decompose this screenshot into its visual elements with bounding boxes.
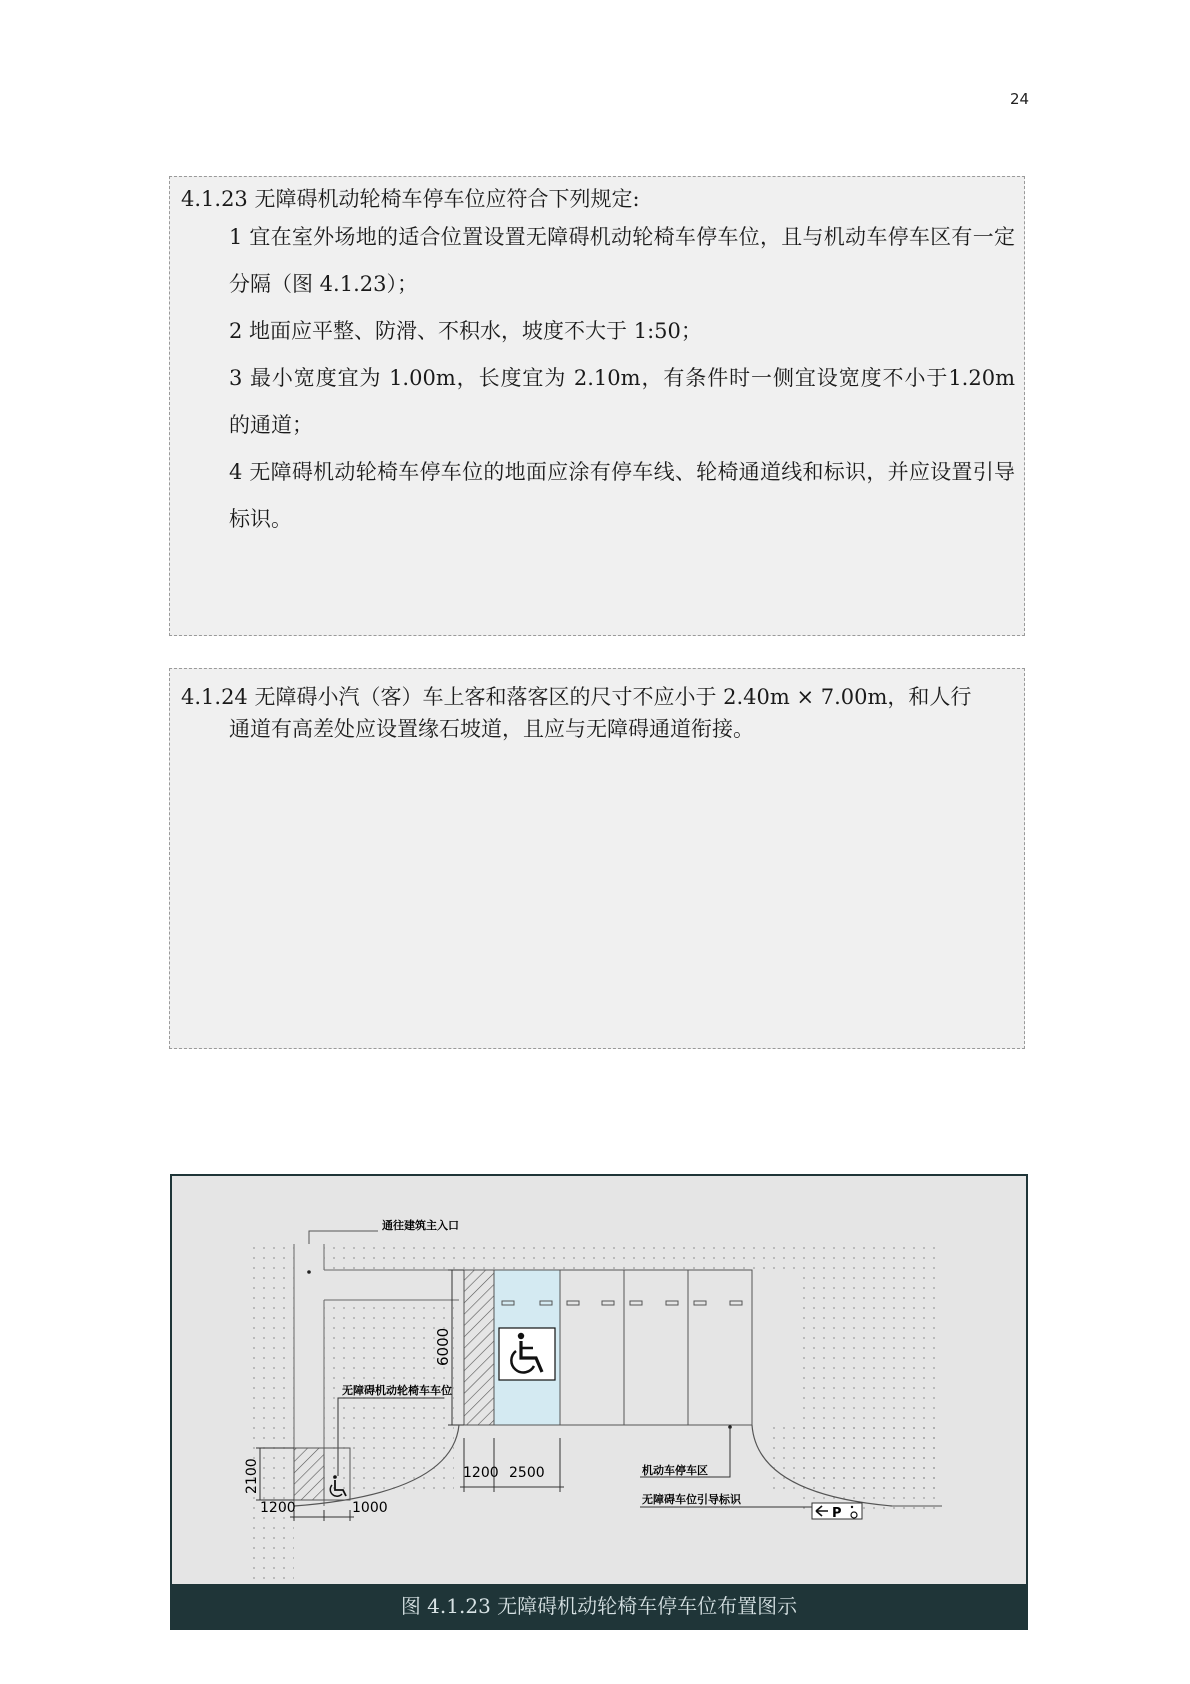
entrance-label: 通往建筑主入口	[382, 1219, 459, 1232]
car-space-3	[688, 1270, 752, 1425]
dimension-space-large: 2500	[509, 1465, 545, 1481]
clause-4-1-23-item-3: 3 最小宽度宜为 1.00m，长度宜为 2.10m，有条件时一侧宜设宽度不小于1.20m 的通道；	[229, 366, 1015, 437]
dimension-aisle-large: 1200	[463, 1465, 499, 1481]
clause-4-1-24-box	[169, 668, 1025, 1049]
guide-sign-label: 无障碍车位引导标识	[642, 1493, 741, 1506]
page-number: 24	[1010, 90, 1030, 108]
landscape-area-top-right	[324, 1244, 939, 1270]
clause-4-1-23-heading: 4.1.23 无障碍机动轮椅车停车位应符合下列规定:	[181, 187, 640, 211]
figure-caption: 图 4.1.23 无障碍机动轮椅车停车位布置图示	[172, 1584, 1026, 1628]
entrance-path-line	[309, 1231, 378, 1244]
clause-4-1-23-item-1: 1 宜在室外场地的适合位置设置无障碍机动轮椅车停车位，且与机动车停车区有一定分隔（图 4.1.23）；	[229, 225, 1015, 296]
car-space-2	[624, 1270, 688, 1425]
clause-4-1-24-heading: 4.1.24 无障碍小汽（客）车上客和落客区的尺寸不应小于 2.40m × 7.00m，和人行	[181, 685, 972, 709]
clause-4-1-24-continuation: 通道有高差处应设置缘石坡道，且应与无障碍通道衔接。	[229, 717, 754, 741]
wheelchair-icon	[499, 1328, 555, 1380]
aisle-hatched-small	[294, 1448, 324, 1500]
clause-4-1-23-item-2: 2 地面应平整、防滑、不积水，坡度不大于 1:50；	[229, 319, 702, 343]
car-space-1	[560, 1270, 624, 1425]
dimension-length-large: 6000	[434, 1327, 452, 1366]
guide-sign	[812, 1503, 862, 1521]
parking-layout-diagram	[172, 1176, 1026, 1584]
entrance-leader-dot	[307, 1270, 311, 1274]
dimension-aisle-small: 1200	[260, 1500, 296, 1516]
guide-sign-letter: P	[832, 1506, 842, 1521]
dimension-space-small: 1000	[352, 1500, 388, 1516]
landscape-area-top	[252, 1244, 294, 1584]
landscape-area-bottom-right	[772, 1426, 942, 1496]
wheelchair-space-label: 无障碍机动轮椅车车位	[342, 1384, 452, 1397]
aisle-hatched	[464, 1270, 494, 1425]
figure-4-1-23	[170, 1174, 1028, 1630]
car-zone-label: 机动车停车区	[642, 1464, 708, 1477]
clause-4-1-23-item-4: 4 无障碍机动轮椅车停车位的地面应涂有停车线、轮椅通道线和标识，并应设置引导标识。	[229, 460, 1015, 531]
clause-4-1-23-box	[169, 176, 1025, 636]
dimension-length-small: 2100	[244, 1458, 260, 1494]
